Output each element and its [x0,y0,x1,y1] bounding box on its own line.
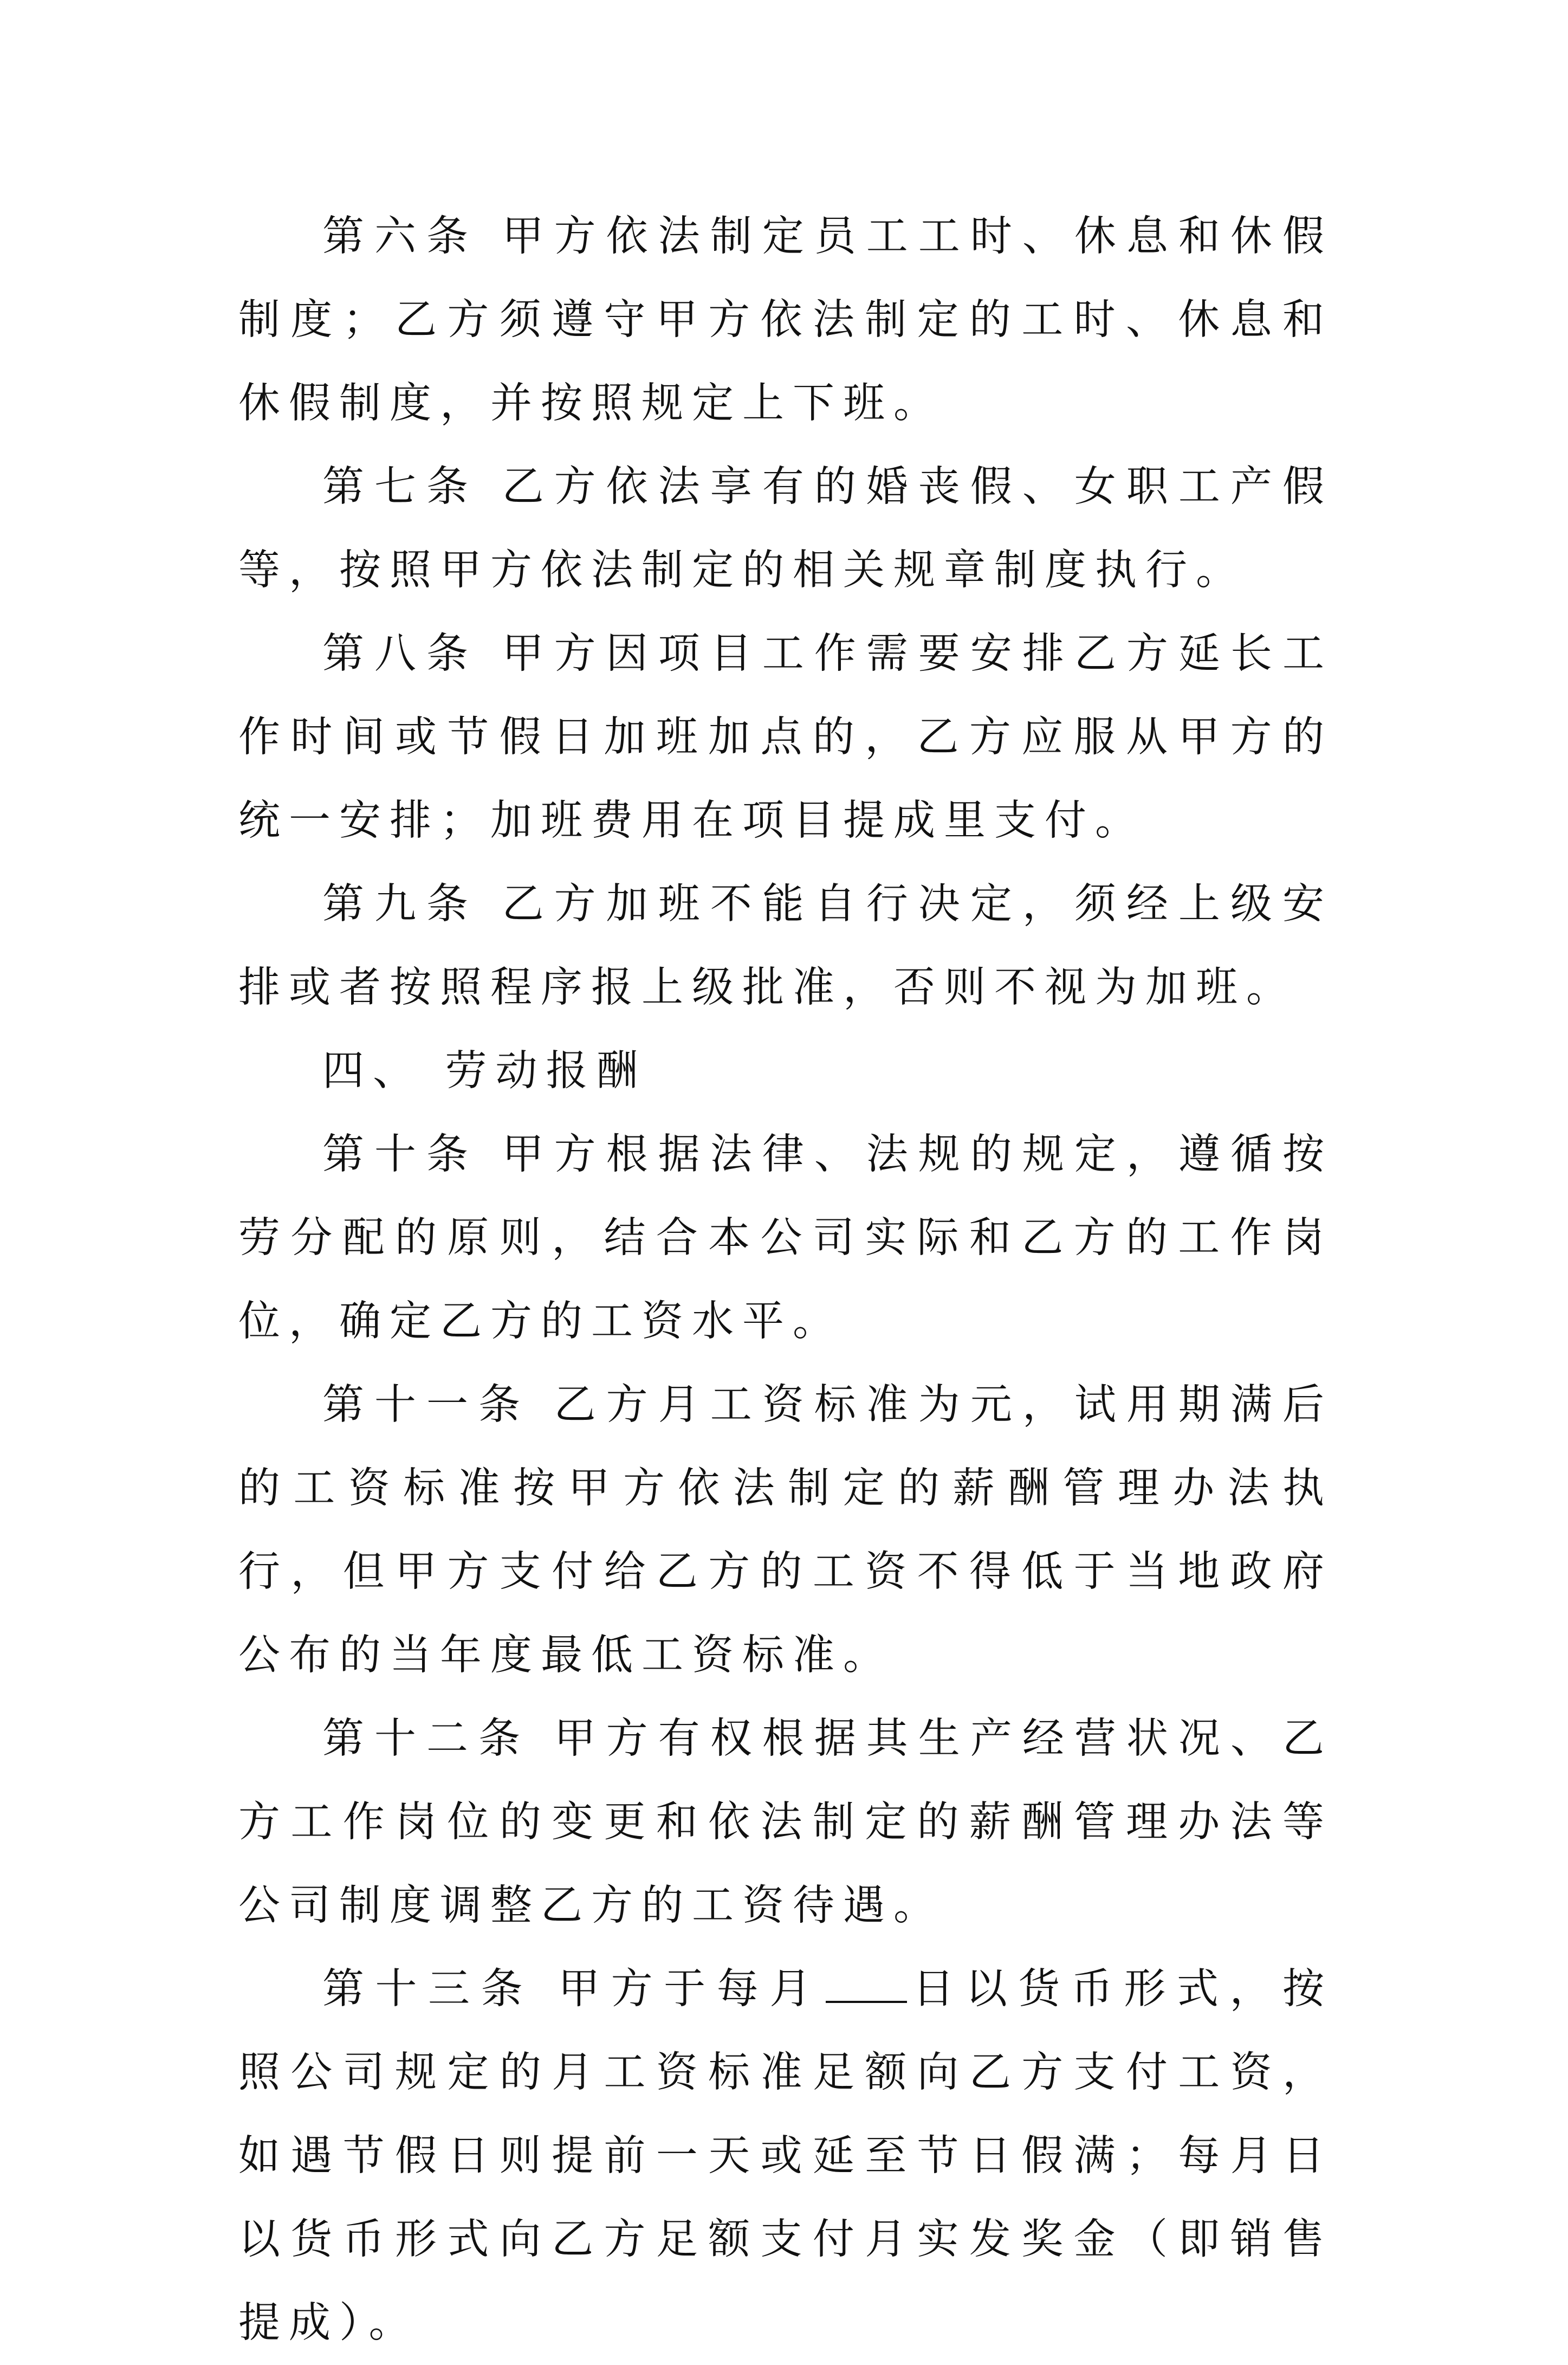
pay-day-blank [826,1967,907,2003]
article-6: 第六条 甲方依法制定员工工时、休息和休假制度；乙方须遵守甲方依法制定的工时、休息和休假制度，并按照规定上下班。 [238,212,1333,428]
article-7: 第七条 乙方依法享有的婚丧假、女职工产假等，按照甲方依法制定的相关规章制度执行。 [238,463,1333,595]
article-13 [238,1948,1333,2365]
section-4-heading: 四、 劳动报酬 [322,1047,647,1095]
article-9: 第九条 乙方加班不能自行决定，须经上级安排或者按照程序报上级批准，否则不视为加班。 [238,880,1333,1012]
article-13-text-end: 日以货币形式，按照公司规定的月工资标准足额向乙方支付工资，如遇节假日则提前一天或延至节日假满；每月日以货币形式向乙方足额支付月实发奖金（即销售提成）。 [238,1965,1333,2347]
article-8: 第八条 甲方因项目工作需要安排乙方延长工作时间或节假日加班加点的，乙方应服从甲方的统一安排；加班费用在项目提成里支付。 [238,630,1333,845]
article-11: 第十一条 乙方月工资标准为元，试用期满后的工资标准按甲方依法制定的薪酬管理办法执行，但甲方支付给乙方的工资不得低于当地政府公布的当年度最低工资标准。 [238,1381,1333,1679]
article-13-text-start: 第十三条 甲方于每月 [322,1965,822,2013]
document-body [238,195,1333,2365]
article-12: 第十二条 甲方有权根据其生产经营状况、乙方工作岗位的变更和依法制定的薪酬管理办法等公司制度调整乙方的工资待遇。 [238,1715,1333,1930]
article-10: 第十条 甲方根据法律、法规的规定，遵循按劳分配的原则，结合本公司实际和乙方的工作岗位，确定乙方的工资水平。 [238,1130,1333,1346]
